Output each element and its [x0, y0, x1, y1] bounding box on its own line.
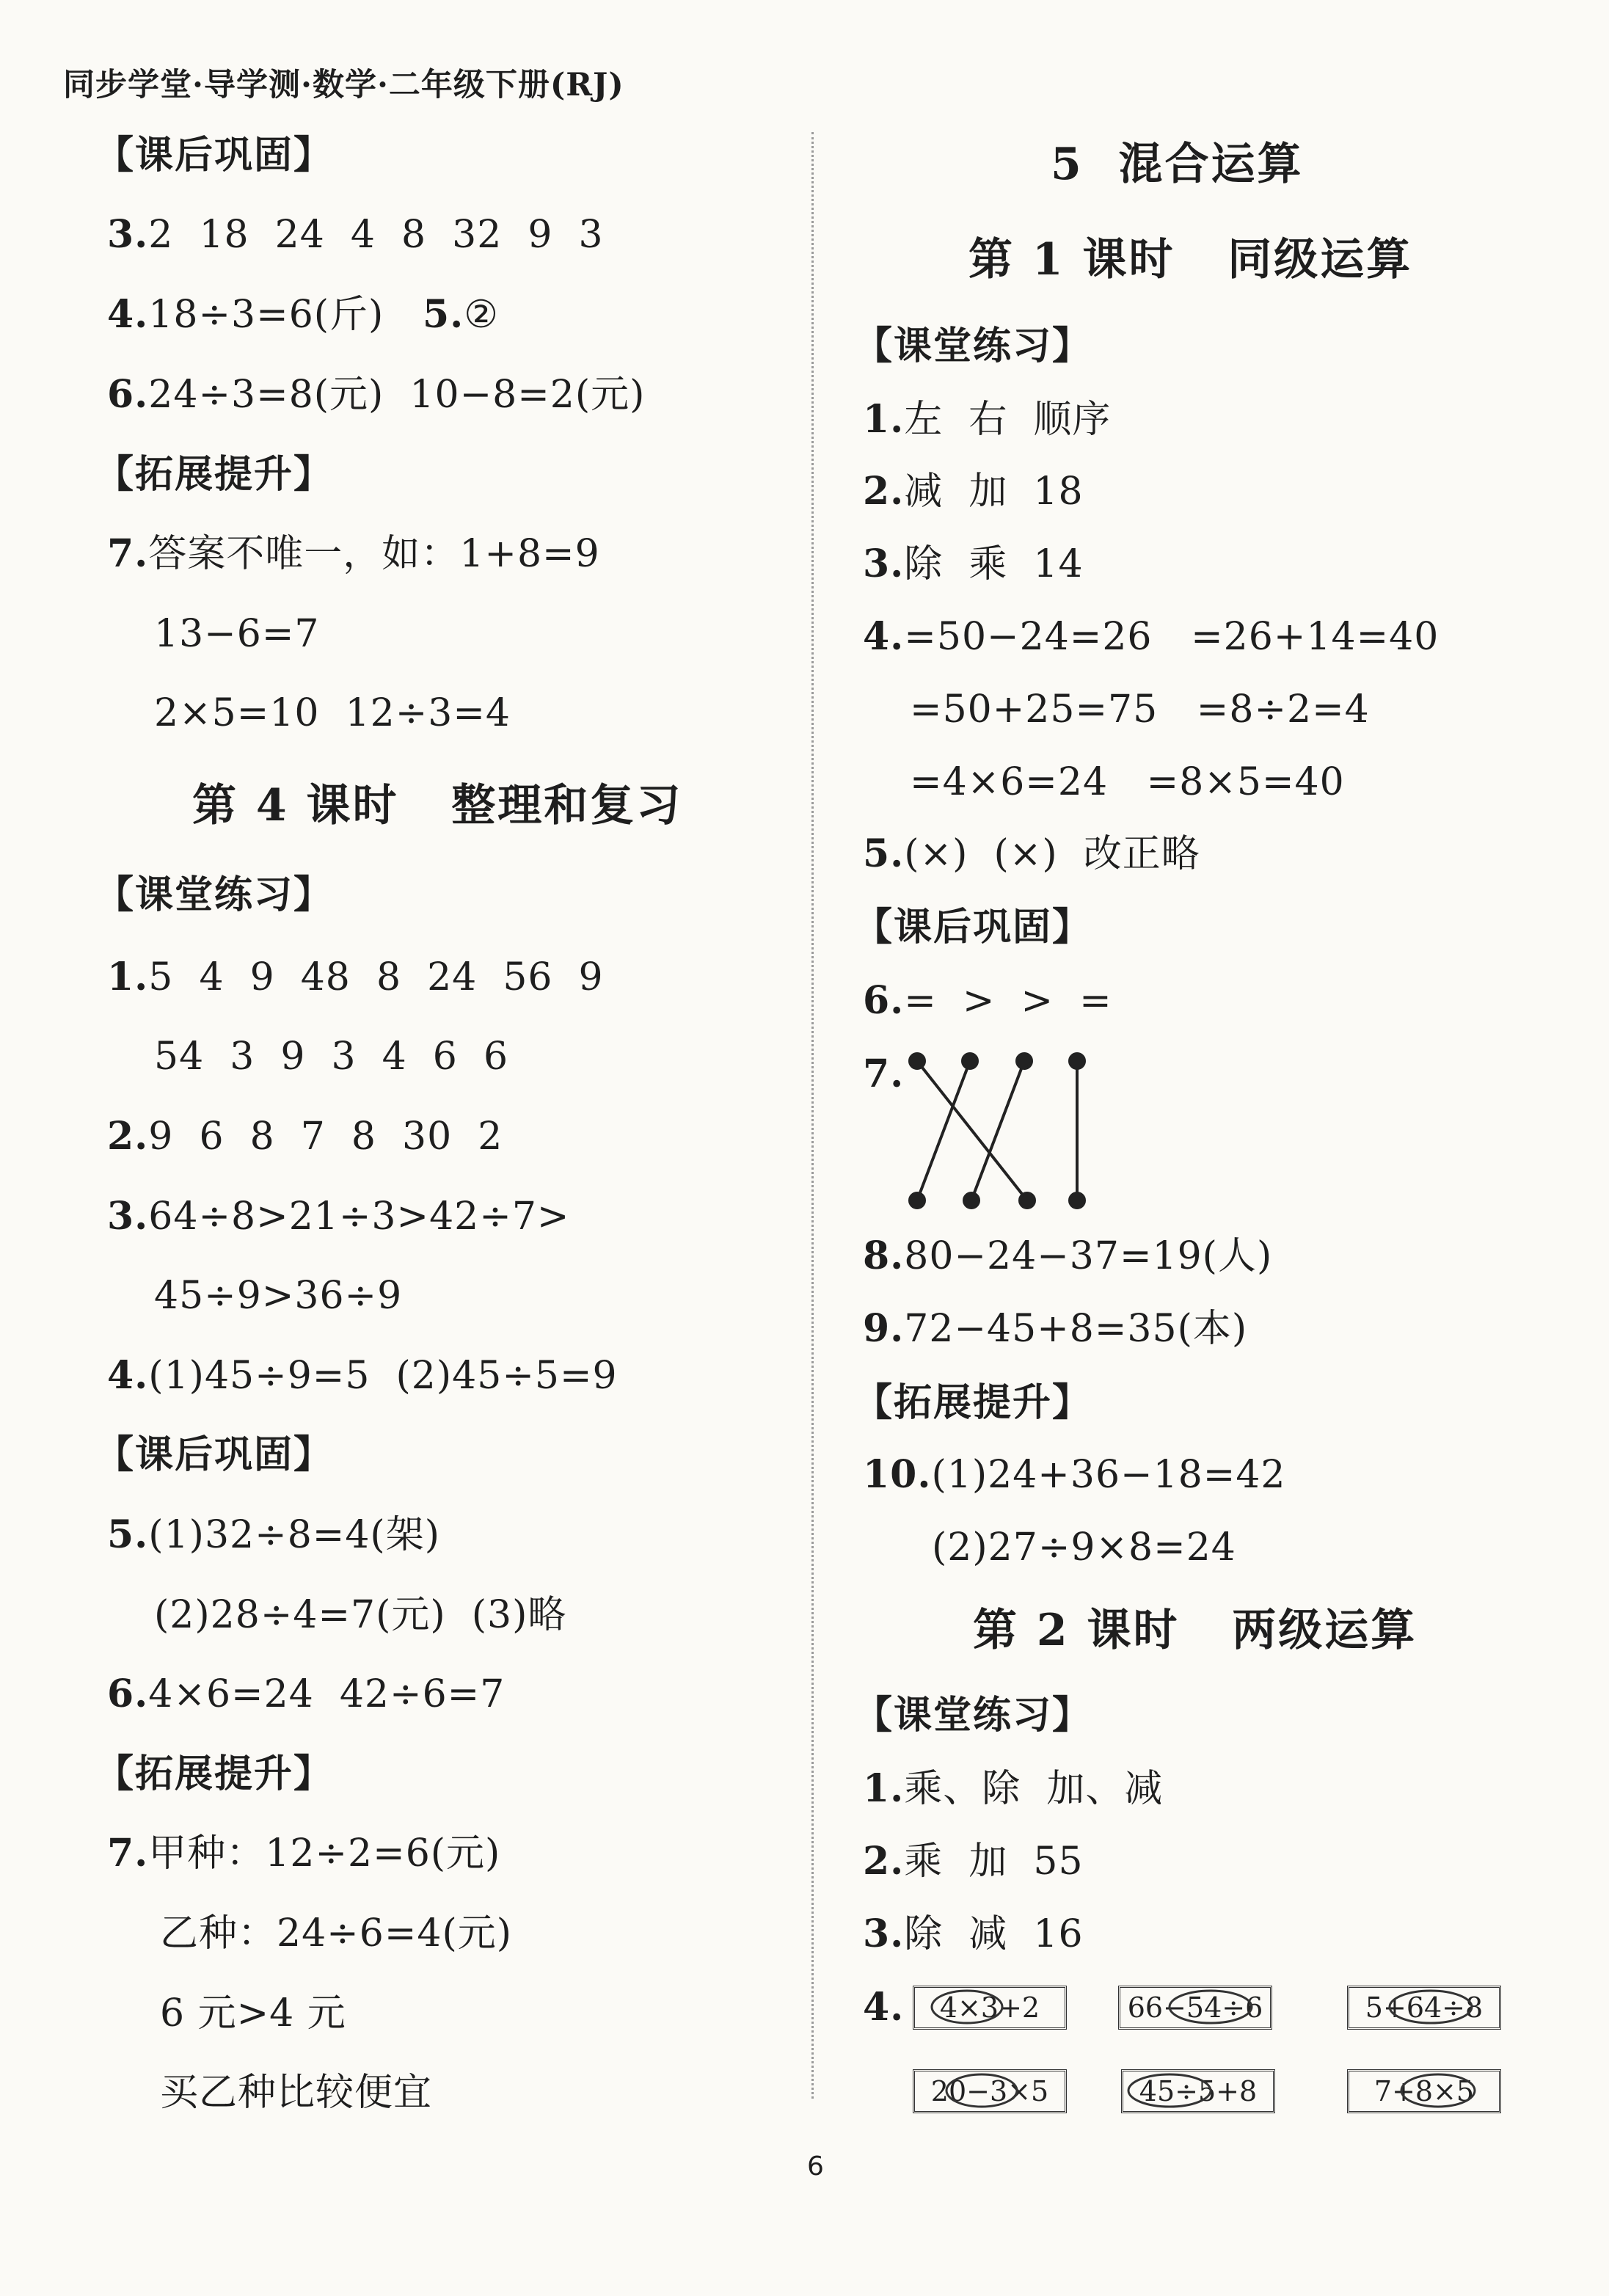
- column-divider: [811, 132, 814, 2099]
- question-number: 6.: [107, 1672, 149, 1716]
- question-number: 2.: [107, 1114, 149, 1159]
- answer-text: ②: [464, 293, 499, 337]
- question-number: 7.: [107, 1831, 149, 1876]
- answer-text: 买乙种比较便宜: [160, 2071, 433, 2115]
- answer-text: =50+25=75 =8÷2=4: [910, 688, 1370, 732]
- answer-7: [107, 1830, 500, 1877]
- question-number: 2.: [863, 1839, 905, 1884]
- question-number: 7.: [863, 1052, 905, 1096]
- expression-box: 5+64÷8: [1347, 1986, 1501, 2030]
- answer-7: [107, 531, 600, 577]
- answer-text: 答案不唯一，如：1+8=9: [148, 532, 600, 576]
- answer-text: 18÷3=6(斤): [148, 293, 384, 337]
- question-number: 10.: [863, 1452, 932, 1497]
- section-title: 【课堂练习】: [854, 324, 1092, 368]
- section-title: 【课堂练习】: [854, 1693, 1092, 1738]
- answer-3: [863, 541, 1084, 588]
- answer-text: 甲种：12÷2=6(元): [148, 1832, 501, 1876]
- answer-text: 2×5=10 12÷3=4: [154, 691, 511, 735]
- answer-text: (1)24+36−18=42: [931, 1453, 1286, 1497]
- page-header: 同步学堂·导学测·数学·二年级下册(RJ): [63, 67, 624, 103]
- question-number: 3.: [863, 1911, 905, 1956]
- question-number: 3.: [863, 542, 905, 586]
- question-number: 1.: [863, 1766, 905, 1811]
- match-line: [917, 1061, 970, 1200]
- expression-box: 20−3×5: [913, 2069, 1067, 2113]
- answer-text: (1)32÷8=4(架): [148, 1513, 441, 1557]
- lesson-title: 第 2 课时 两级运算: [973, 1605, 1418, 1656]
- match-line: [971, 1061, 1024, 1200]
- answer-text: 除 减 16: [904, 1912, 1084, 1956]
- answer-6: [107, 1671, 505, 1718]
- circled-operation: [1390, 1991, 1472, 2023]
- answer-text: 乘、除 加、减: [904, 1767, 1164, 1811]
- question-number: 4.: [863, 1985, 905, 2030]
- top-dot: [963, 1054, 977, 1068]
- answer-1: [863, 396, 1111, 443]
- answer-4: [107, 1352, 618, 1399]
- top-dot: [1017, 1054, 1032, 1068]
- answer-text: 72−45+8=35(本): [904, 1307, 1248, 1351]
- answer-1: [863, 1765, 1163, 1812]
- expression-box: 7+8×5: [1347, 2069, 1501, 2113]
- answer-6: [863, 977, 1112, 1024]
- question-number: 6.: [863, 978, 905, 1023]
- answer-4: [863, 1984, 904, 2031]
- answer-3: [863, 1911, 1084, 1958]
- question-number: 5.: [107, 1512, 149, 1557]
- question-number: 1.: [863, 397, 905, 442]
- answer-text: 9 6 8 7 8 30 2: [148, 1115, 503, 1159]
- lesson-title: 第 1 课时 同级运算: [968, 234, 1413, 285]
- top-dot: [1070, 1054, 1084, 1068]
- question-number: 1.: [107, 955, 149, 999]
- expression-box: 45÷5+8: [1121, 2069, 1275, 2113]
- question-number: 4.: [863, 614, 905, 659]
- answer-text: =50−24=26 =26+14=40: [904, 615, 1440, 659]
- answer-text: 13−6=7: [154, 612, 320, 656]
- answer-3: [107, 1193, 569, 1240]
- answer-6: [107, 371, 645, 418]
- answer-text: 5 4 9 48 8 24 56 9: [148, 955, 604, 999]
- answer-text: 减 加 18: [904, 470, 1084, 514]
- answer-3: [107, 211, 604, 258]
- answer-text: 4×6=24 42÷6=7: [148, 1672, 506, 1716]
- answer-text: 左 右 顺序: [904, 398, 1112, 442]
- answer-text: (2)27÷9×8=24: [932, 1526, 1236, 1570]
- question-number: 4.: [107, 1353, 149, 1398]
- expression-box: 4×3+2: [913, 1986, 1067, 2030]
- section-title: 【拓展提升】: [95, 452, 334, 497]
- circled-operation: [1170, 1991, 1252, 2023]
- answer-text: 2 18 24 4 8 32 9 3: [148, 213, 604, 257]
- top-dot: [910, 1054, 924, 1068]
- answer-text: 除 乘 14: [904, 542, 1084, 586]
- answer-2: [863, 468, 1084, 515]
- section-title: 【拓展提升】: [854, 1380, 1092, 1425]
- answer-text: 80−24−37=19(人): [904, 1234, 1273, 1278]
- answer-text: 54 3 9 3 4 6 6: [154, 1035, 509, 1079]
- answer-text: 乙种：24÷6=4(元): [160, 1911, 513, 1956]
- answer-text: = > > =: [904, 979, 1112, 1023]
- answer-4-5: [107, 291, 499, 338]
- answer-text: =4×6=24 =8×5=40: [910, 760, 1345, 804]
- answer-text: 乘 加 55: [904, 1840, 1084, 1884]
- question-number: 4.: [107, 292, 149, 337]
- section-title: 【课后巩固】: [95, 1432, 334, 1477]
- question-number: 6.: [107, 372, 149, 417]
- expression-box: 66−54÷6: [1118, 1986, 1272, 2030]
- answer-text: (×) (×) 改正略: [904, 832, 1200, 876]
- section-title: 【课堂练习】: [95, 872, 334, 917]
- circled-operation: [946, 2074, 1017, 2107]
- answer-8: [863, 1233, 1272, 1280]
- question-number: 5.: [863, 831, 905, 876]
- answer-4: [863, 613, 1439, 660]
- answer-text: 24÷3=8(元) 10−8=2(元): [148, 373, 646, 417]
- answer-5: [107, 1512, 440, 1559]
- section-title: 【课后巩固】: [95, 133, 334, 178]
- page-number: 6: [807, 2151, 824, 2182]
- answer-1: [107, 954, 604, 1001]
- answer-10: [863, 1451, 1286, 1498]
- answer-9: [863, 1305, 1247, 1352]
- circled-operation: [932, 1991, 1002, 2023]
- answer-text: (1)45÷9=5 (2)45÷5=9: [148, 1354, 618, 1398]
- question-number: 8.: [863, 1233, 905, 1278]
- section-title: 【课后巩固】: [854, 905, 1092, 950]
- answer-2: [107, 1113, 503, 1160]
- operation-circles: [902, 1981, 1511, 2121]
- lesson-title: 第 4 课时 整理和复习: [192, 780, 683, 831]
- bottom-dot: [964, 1193, 979, 1208]
- matching-lines-diagram: [902, 1049, 1093, 1211]
- bottom-dot: [1020, 1193, 1035, 1208]
- question-number: 7.: [107, 531, 149, 576]
- answer-5: [863, 831, 1200, 878]
- answer-text: 45÷9>36÷9: [154, 1274, 403, 1318]
- question-number: 2.: [863, 469, 905, 514]
- question-number: 3.: [107, 212, 149, 257]
- question-number: 5.: [422, 292, 464, 337]
- answer-text: 6 元>4 元: [160, 1991, 346, 2036]
- bottom-dot: [910, 1193, 924, 1208]
- chapter-title: 5 混合运算: [1051, 139, 1304, 190]
- question-number: 3.: [107, 1194, 149, 1239]
- match-line: [917, 1061, 1027, 1200]
- circled-operation: [1128, 2074, 1211, 2107]
- section-title: 【拓展提升】: [95, 1752, 334, 1796]
- answer-7: [863, 1051, 904, 1098]
- question-number: 9.: [863, 1306, 905, 1351]
- answer-text: (2)28÷4=7(元) (3)略: [154, 1593, 567, 1637]
- answer-text: 64÷8>21÷3>42÷7>: [148, 1195, 570, 1239]
- answer-2: [863, 1838, 1084, 1885]
- bottom-dot: [1070, 1193, 1084, 1208]
- circled-operation: [1401, 2074, 1475, 2107]
